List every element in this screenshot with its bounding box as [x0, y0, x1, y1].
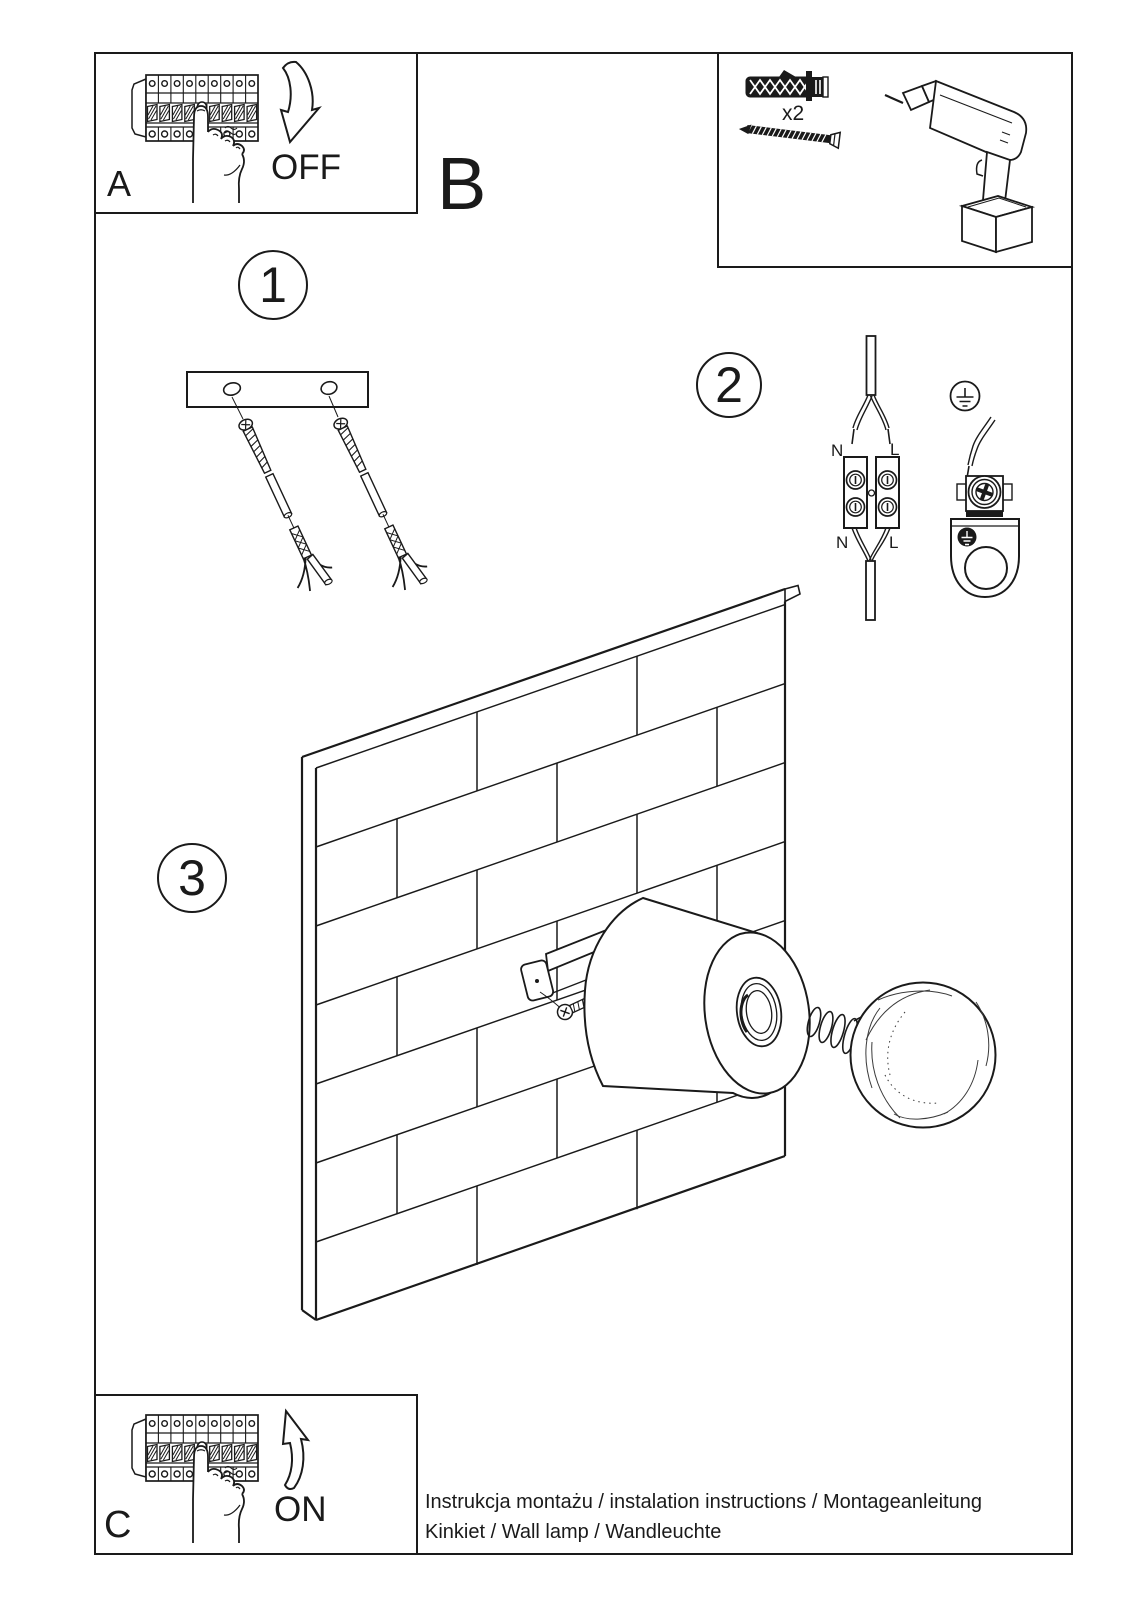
screw-anchor-left [224, 397, 338, 597]
step-1-number: 1 [259, 257, 287, 313]
wire-label-n-bottom: N [836, 533, 849, 552]
wire-label-l-top: L [890, 440, 900, 459]
footer-line-1: Instrukcja montażu / instalation instructions / Montageanleitung [425, 1491, 982, 1513]
ground-terminal [951, 476, 1019, 597]
screw-anchor-right [319, 396, 433, 596]
step-1-badge [238, 250, 308, 320]
earth-symbol-icon [951, 382, 980, 411]
footer-line-2: Kinkiet / Wall lamp / Wandleuchte [425, 1521, 722, 1543]
wall-lamp [520, 898, 995, 1128]
wire-label-n-top: N [831, 441, 844, 460]
quantity-label: x2 [782, 102, 805, 125]
breaker-off-label: OFF [271, 148, 341, 187]
panel-a-label: A [107, 163, 132, 204]
lamp-cable-bottom [852, 528, 890, 620]
step-3-badge [157, 843, 227, 913]
panel-b-label: B [437, 142, 487, 225]
terminal-block [844, 457, 899, 528]
ground-wire [967, 417, 995, 478]
breaker-on-label: ON [274, 1490, 327, 1529]
footer-text [425, 1487, 982, 1547]
wire-label-l-bottom: L [889, 533, 899, 552]
step-2-badge [696, 352, 762, 418]
supply-cable-top [852, 336, 890, 444]
step-2-number: 2 [715, 357, 743, 413]
step-3-number: 3 [178, 850, 206, 906]
mounting-plate [187, 372, 368, 407]
panel-c-label: C [104, 1504, 132, 1546]
bulb-globe [851, 983, 996, 1128]
